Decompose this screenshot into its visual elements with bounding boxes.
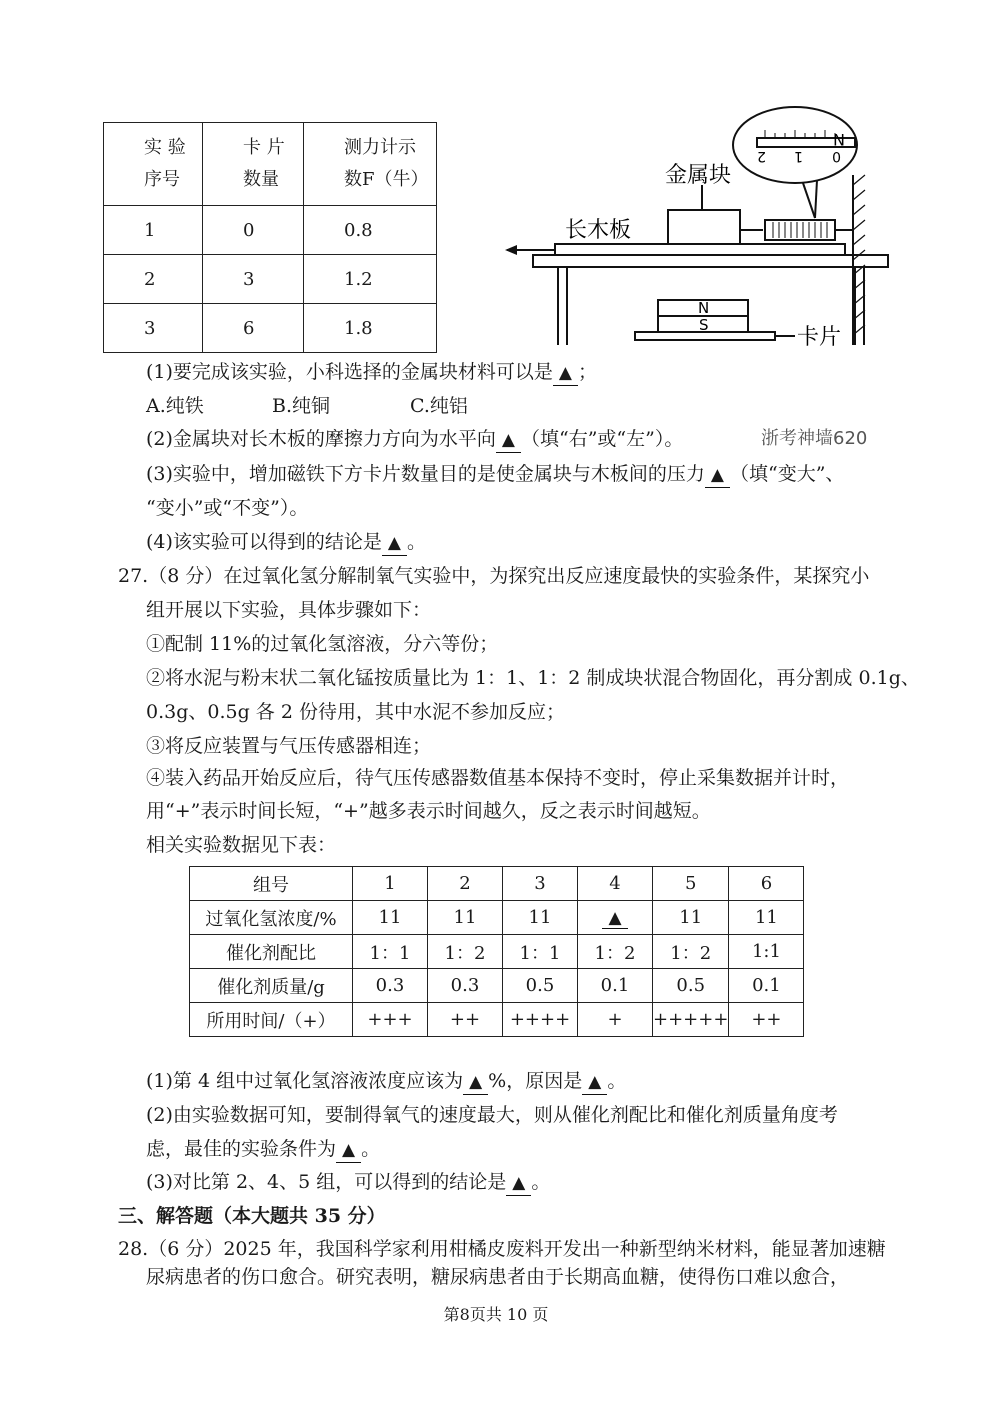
apparatus-figure — [495, 100, 915, 360]
table-cell: 5 — [653, 867, 729, 901]
page-footer: 第8页共 10 页 — [443, 1305, 549, 1324]
q26-part3 — [146, 462, 844, 488]
q26-part4 — [146, 530, 426, 556]
table-cell: 1 — [353, 867, 428, 901]
watermark: 浙考神墙620 — [761, 428, 868, 449]
table-row — [190, 935, 804, 969]
long-board — [555, 244, 845, 255]
label-card: 卡片 — [797, 325, 842, 350]
text: (3)对比第 2、4、5 组，可以得到的结论是 — [146, 1171, 507, 1193]
table-cell — [578, 901, 653, 935]
table-cell: ++ — [428, 1003, 503, 1037]
table-cell: +++++ — [653, 1003, 729, 1037]
table-cell: 6 — [203, 304, 304, 353]
table-cell: 6 — [729, 867, 804, 901]
option-b: B.纯铜 — [272, 395, 331, 417]
q27-part2: (2)由实验数据可知，要制得氧气的速度最大，则从催化剂配比和催化剂质量角度考 — [146, 1104, 838, 1126]
q27-step4: ④装入药品开始反应后，待气压传感器数值基本保持不变时，停止采集数据并计时， — [146, 767, 850, 789]
table-row — [190, 969, 804, 1003]
table-cell: 1：2 — [428, 935, 503, 969]
force-table — [103, 122, 437, 353]
text: 。 — [361, 1138, 381, 1160]
text: 。 — [531, 1171, 551, 1193]
option-a: A.纯铁 — [146, 395, 204, 417]
table-row — [104, 206, 437, 255]
table-cell: 11 — [428, 901, 503, 935]
table-cell: 3 — [503, 867, 578, 901]
table-cell: 0.5 — [503, 969, 578, 1003]
q26-part1 — [146, 360, 597, 386]
arrow-head — [505, 245, 517, 255]
table-cell: 0.8 — [304, 206, 437, 255]
text: 虑，最佳的实验条件为 — [146, 1138, 337, 1160]
text: (1)第 4 组中过氧化氢溶液浓度应该为 — [146, 1070, 464, 1092]
q26-part2 — [146, 427, 683, 453]
answer-blank: ▲ — [463, 1070, 488, 1095]
magnet-n: N — [698, 299, 710, 317]
label-metal-block: 金属块 — [665, 163, 732, 188]
table-cell: 所用时间/（+） — [190, 1003, 353, 1037]
q26-options — [146, 394, 468, 418]
q28-line2: 尿病患者的伤口愈合。研究表明，糖尿病患者由于长期高血糖，使得伤口难以愈合， — [146, 1266, 850, 1288]
table-cell: 0 — [203, 206, 304, 255]
gauge-unit: N — [833, 130, 845, 149]
table-cell: 催化剂配比 — [190, 935, 353, 969]
table-cell: + — [578, 1003, 653, 1037]
q27-step4-cont: 用“+”表示时间长短，“+”越多表示时间越久，反之表示时间越短。 — [146, 800, 711, 822]
table-row — [104, 304, 437, 353]
table-cell: 1.2 — [304, 255, 437, 304]
text: (4)该实验可以得到的结论是 — [146, 531, 382, 553]
answer-blank: ▲ — [553, 361, 578, 386]
gauge-tick-label: 1 — [794, 148, 803, 164]
answer-blank: ▲ — [582, 1070, 607, 1095]
header-cell — [104, 123, 203, 206]
answer-blank: ▲ — [506, 1171, 531, 1196]
answer-blank: ▲ — [705, 463, 730, 488]
spring-scale — [765, 220, 835, 240]
header-text: 实 验 — [144, 137, 186, 158]
table-cell: 1：1 — [353, 935, 428, 969]
header-text: 序号 — [144, 169, 180, 190]
table-cell: 1:1 — [729, 935, 804, 969]
text: (2)金属块对长木板的摩擦力方向为水平向 — [146, 428, 496, 450]
table-cell: ++ — [729, 1003, 804, 1037]
text: (3)实验中，增加磁铁下方卡片数量目的是使金属块与木板间的压力 — [146, 463, 705, 485]
table-cell: +++ — [353, 1003, 428, 1037]
text: 。 — [607, 1070, 627, 1092]
table-cell: 3 — [104, 304, 203, 353]
q28-line1: 28.（6 分）2025 年，我国科学家利用柑橘皮废料开发出一种新型纳米材料，能显著加速糖 — [118, 1238, 886, 1260]
text: （填“右”或“左”）。 — [521, 428, 684, 450]
table-cell: 0.1 — [578, 969, 653, 1003]
q27-table-intro: 相关实验数据见下表： — [146, 834, 337, 856]
header-text: 数F（牛） — [344, 169, 429, 190]
header-cell — [203, 123, 304, 206]
header-text: 卡 片 — [243, 137, 285, 158]
q27-intro-cont: 组开展以下实验，具体步骤如下： — [146, 599, 432, 621]
q27-step3: ③将反应装置与气压传感器相连； — [146, 735, 432, 757]
q26-part3-cont: “变小”或“不变”）。 — [146, 497, 309, 519]
q27-intro: 27.（8 分）在过氧化氢分解制氧气实验中，为探究出反应速度最快的实验条件，某探究小 — [118, 565, 870, 587]
q27-part3 — [146, 1170, 550, 1196]
q27-step1: ①配制 11%的过氧化氢溶液，分六等份； — [146, 633, 499, 655]
table-cell: 0.1 — [729, 969, 804, 1003]
table-cell: 1：2 — [653, 935, 729, 969]
text: %，原因是 — [488, 1070, 583, 1092]
table-cell: 0.3 — [353, 969, 428, 1003]
table-cell: 催化剂质量/g — [190, 969, 353, 1003]
table-cell: 1：2 — [578, 935, 653, 969]
table-row — [190, 1003, 804, 1037]
table-header-row — [104, 123, 437, 206]
spring-coils — [773, 222, 827, 238]
magnet-s: S — [699, 316, 709, 334]
table-cell: 3 — [203, 255, 304, 304]
text: （填“变大”、 — [730, 463, 845, 485]
gauge-tick-label: 0 — [832, 148, 841, 164]
text: 。 — [407, 531, 427, 553]
table-cell: 1.8 — [304, 304, 437, 353]
table-cell: 1：1 — [503, 935, 578, 969]
table-cell: 11 — [353, 901, 428, 935]
header-text: 数量 — [243, 169, 279, 190]
header-text: 测力计示 — [344, 137, 416, 158]
gauge-ticks — [765, 130, 835, 138]
metal-block — [668, 210, 740, 244]
answer-blank: ▲ — [382, 531, 407, 556]
table-cell: 2 — [104, 255, 203, 304]
experiment-table — [189, 866, 804, 1037]
table-cell: 11 — [503, 901, 578, 935]
text: ； — [578, 361, 598, 383]
label-long-board: 长木板 — [565, 218, 632, 243]
table-cell: 11 — [729, 901, 804, 935]
answer-blank: ▲ — [336, 1138, 361, 1163]
header-cell — [304, 123, 437, 206]
q27-step2-cont: 0.3g、0.5g 各 2 份待用，其中水泥不参加反应； — [146, 701, 565, 723]
table-row — [190, 901, 804, 935]
table-cell: 组号 — [190, 867, 353, 901]
table-cell: ++++ — [503, 1003, 578, 1037]
q27-step2: ②将水泥与粉末状二氧化锰按质量比为 1：1、1：2 制成块状混合物固化，再分割成 0.1g、 — [146, 667, 920, 689]
table-cell: 过氧化氢浓度/% — [190, 901, 353, 935]
answer-blank: ▲ — [602, 908, 627, 929]
table-cell: 0.3 — [428, 969, 503, 1003]
table-row — [104, 255, 437, 304]
table-header-row — [190, 867, 804, 901]
q27-part2-cont — [146, 1137, 380, 1163]
answer-blank: ▲ — [496, 428, 521, 453]
table-cell: 4 — [578, 867, 653, 901]
table-cell: 2 — [428, 867, 503, 901]
table-cell: 1 — [104, 206, 203, 255]
q27-part1 — [146, 1069, 626, 1095]
text: (1)要完成该实验，小科选择的金属块材料可以是 — [146, 361, 553, 383]
gauge-tick-label: 2 — [757, 148, 766, 164]
table-top — [533, 255, 888, 267]
table-cell: 0.5 — [653, 969, 729, 1003]
table-cell: 11 — [653, 901, 729, 935]
option-c: C.纯铝 — [410, 395, 468, 417]
section-heading: 三、解答题（本大题共 35 分） — [118, 1205, 386, 1227]
